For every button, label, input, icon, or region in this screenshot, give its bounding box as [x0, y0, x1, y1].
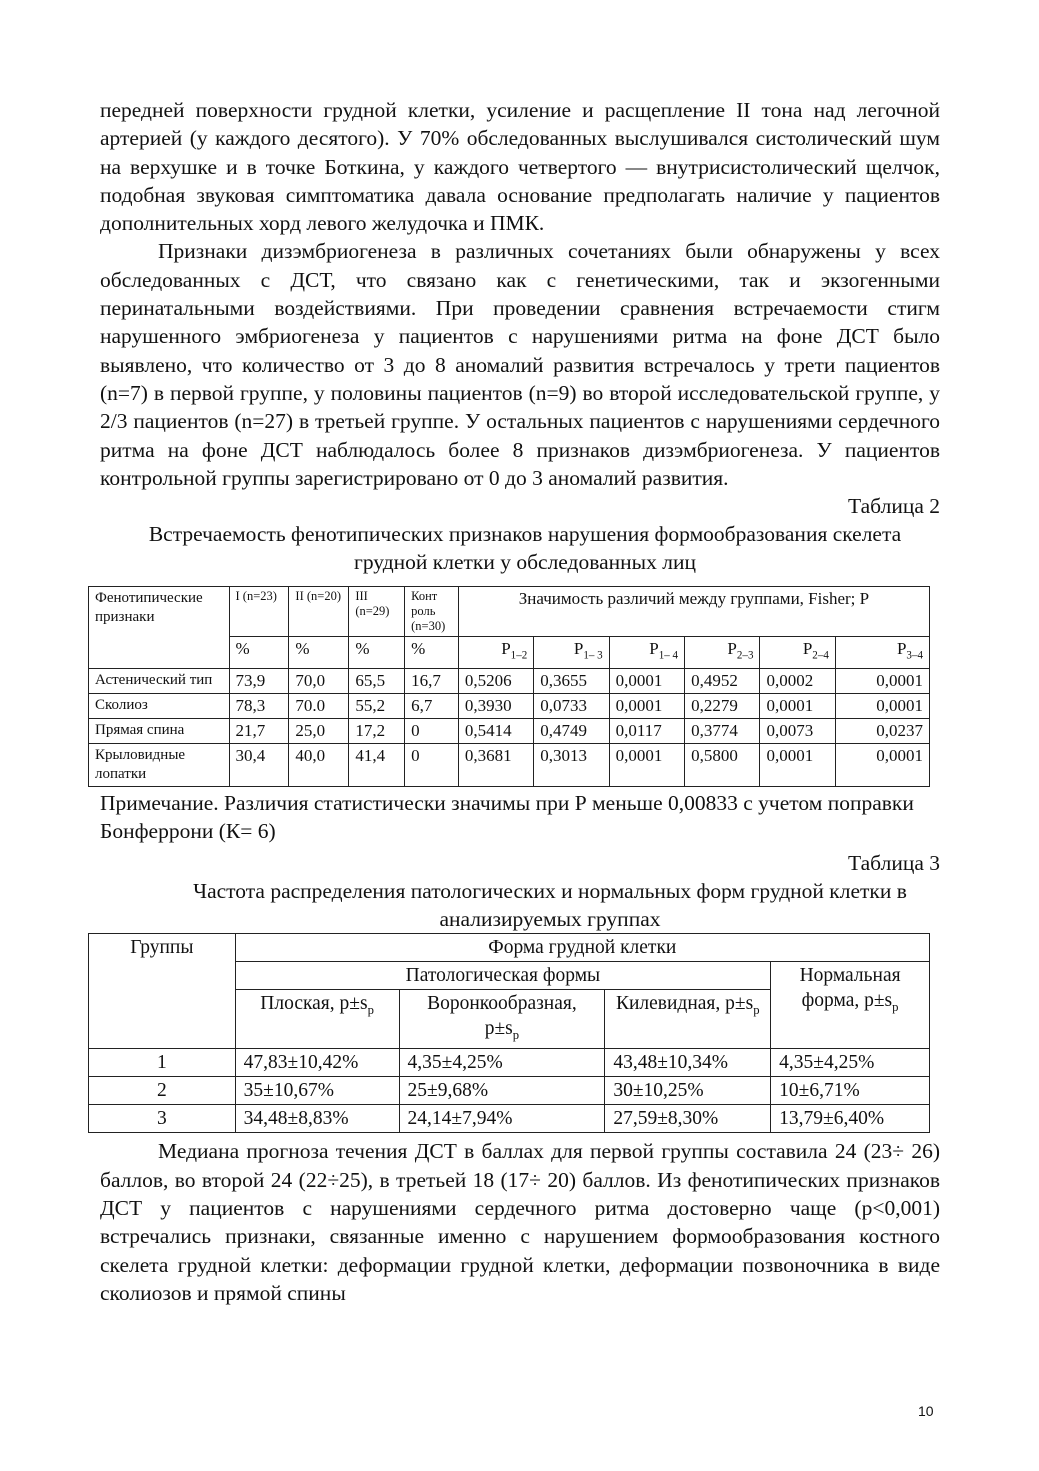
document-page — [95, 96, 940, 1307]
t2-feature-cell: Сколиоз — [89, 693, 230, 718]
paragraph-3: Медиана прогноза течения ДСТ в баллах для первой группы составила 24 (23÷ 26) баллов, во второй 24 (22÷25), в третьей 18 (17÷ 20) баллов. Из фенотипических признаков ДСТ у пациентов с нарушениями сердечного ритма достоверно чаще (р<0,001) встречались признаки, связанные именно с нарушением формообразования костного скелета грудной клетки: деформации грудной клетки, деформации позвоночника в виде сколиозов и прямой спины — [100, 1139, 940, 1305]
t3-value-cell: 30±10,25% — [605, 1077, 771, 1105]
t2-p-cell: 0,0001 — [835, 743, 929, 786]
t2-value-cell: 0 — [405, 718, 459, 743]
table2 — [88, 586, 930, 786]
t2-subheader-p: $P_{1- 4}$ — [609, 637, 684, 668]
t3-row — [89, 1077, 930, 1105]
t2-p-cell: 0,0001 — [609, 743, 684, 786]
table2-note: Примечание. Различия статистически значимы при Р меньше 0,00833 с учетом поправки Бонферрони (К= 6) — [100, 790, 914, 843]
t2-subheader-p: $P_{1- 3}$ — [534, 637, 609, 668]
t2-p-cell: 0,0002 — [760, 668, 835, 693]
t2-row — [89, 668, 930, 693]
t2-p-cell: 0,4952 — [685, 668, 760, 693]
t2-row — [89, 718, 930, 743]
table2-title: Встречаемость фенотипических признаков нарушения формообразования скелета грудной клетки у обследованных лиц — [148, 522, 902, 575]
t2-p-cell: 0,0117 — [609, 718, 684, 743]
t2-header-g2: II (n=20) — [289, 587, 349, 637]
t2-subheader-p: $P_{3-4}$ — [835, 637, 929, 668]
t2-p-cell: 0,3681 — [458, 743, 533, 786]
t3-group-cell: 2 — [89, 1077, 236, 1105]
t3-value-cell: 4,35±4,25% — [399, 1049, 605, 1077]
t2-value-cell: 78,3 — [229, 693, 289, 718]
table3-title: Частота распределения патологических и нормальных форм грудной клетки в анализируемых группах — [193, 878, 907, 931]
t2-p-cell: 0,0001 — [609, 693, 684, 718]
t3-value-cell: 27,59±8,30% — [605, 1105, 771, 1133]
t2-subheader-pct: % — [349, 637, 405, 668]
t2-value-cell: 17,2 — [349, 718, 405, 743]
t2-feature-cell: Прямая спина — [89, 718, 230, 743]
t2-p-cell: 0,0073 — [760, 718, 835, 743]
t2-value-cell: 70.0 — [289, 693, 349, 718]
table3-label: Таблица 3 — [848, 850, 940, 875]
t2-value-cell: 70,0 — [289, 668, 349, 693]
t2-feature-cell: Астенический тип — [89, 668, 230, 693]
t2-value-cell: 21,7 — [229, 718, 289, 743]
t2-p-cell: 0,0001 — [835, 668, 929, 693]
t3-value-cell: 25±9,68% — [399, 1077, 605, 1105]
t2-p-cell: 0,0001 — [835, 693, 929, 718]
t2-value-cell: 6,7 — [405, 693, 459, 718]
t2-value-cell: 0 — [405, 743, 459, 786]
t2-subheader-pct: % — [405, 637, 459, 668]
t2-header-feature: Фенотипические признаки — [89, 587, 230, 668]
paragraph-2: Признаки дизэмбриогенеза в различных сочетаниях были обнаружены у всех обследованных с ДСТ, что связано как с генетическими, так и экзогенными перинатальными воздействиями. При проведении сравнения встречаемости стигм нарушенного эмбриогенеза у пациентов с нарушениями ритма на фоне ДСТ было выявлено, что количество от 3 до 8 аномалий развития встречалось у трети пациентов (n=7) в первой группе, у половины пациентов (n=9) во второй исследовательской группе, у 2/3 пациентов (n=27) в третьей группе. У остальных пациентов с нарушениями сердечного ритма на фоне ДСТ наблюдалось более 8 признаков дизэмбриогенеза. У пациентов контрольной группы зарегистрировано от 0 до 3 аномалий развития. — [100, 239, 940, 490]
t2-p-cell: 0,0237 — [835, 718, 929, 743]
page-number: 10 — [918, 1403, 934, 1419]
t3-value-cell: 10±6,71% — [771, 1077, 930, 1105]
t2-value-cell: 40,0 — [289, 743, 349, 786]
t2-value-cell: 41,4 — [349, 743, 405, 786]
t2-p-cell: 0,5414 — [458, 718, 533, 743]
t3-group-cell: 1 — [89, 1049, 236, 1077]
paragraph-1: передней поверхности грудной клетки, усиление и расщепление II тона над легочной артерией (у каждого десятого). У 70% обследованных выслушивался систолический шум на верхушке и в точке Боткина, у каждого четвертого — внутрисистолический щелчок, подобная звуковая симптоматика давала основание предполагать наличие у пациентов дополнительных хорд левого желудочка и ПМК. — [100, 98, 940, 236]
t2-header-ctrl: Конт роль (n=30) — [405, 587, 459, 637]
t2-value-cell: 30,4 — [229, 743, 289, 786]
t2-p-cell: 0,0733 — [534, 693, 609, 718]
t2-row — [89, 743, 930, 786]
table2-label: Таблица 2 — [848, 494, 940, 519]
t2-p-cell: 0,3013 — [534, 743, 609, 786]
t3-header-groups: Группы — [89, 933, 236, 1049]
t2-value-cell: 25,0 — [289, 718, 349, 743]
t2-p-cell: 0,0001 — [760, 743, 835, 786]
t3-header-normal: Нормальная форма, $p\pm s_p$ — [771, 961, 930, 1049]
t2-value-cell: 65,5 — [349, 668, 405, 693]
table3 — [88, 933, 930, 1134]
t2-row — [89, 693, 930, 718]
t2-p-cell: 0,0001 — [760, 693, 835, 718]
t2-header-g3: III (n=29) — [349, 587, 405, 637]
t3-value-cell: 24,14±7,94% — [399, 1105, 605, 1133]
t3-value-cell: 34,48±8,83% — [235, 1105, 399, 1133]
t2-subheader-p: $P_{2-3}$ — [685, 637, 760, 668]
t2-subheader-p: $P_{1-2}$ — [458, 637, 533, 668]
t3-header-funnel: Воронкообразная, $p\pm s_p$ — [399, 989, 605, 1049]
t3-header-patho: Патологическая формы — [235, 961, 770, 989]
t2-header-g1: I (n=23) — [229, 587, 289, 637]
t2-value-cell: 73,9 — [229, 668, 289, 693]
t3-value-cell: 13,79±6,40% — [771, 1105, 930, 1133]
t2-p-cell: 0,3774 — [685, 718, 760, 743]
t3-row — [89, 1049, 930, 1077]
t2-value-cell: 55,2 — [349, 693, 405, 718]
t3-value-cell: 43,48±10,34% — [605, 1049, 771, 1077]
t2-feature-cell: Крыловидные лопатки — [89, 743, 230, 786]
t3-value-cell: 35±10,67% — [235, 1077, 399, 1105]
t2-value-cell: 16,7 — [405, 668, 459, 693]
t3-header-form: Форма грудной клетки — [235, 933, 929, 961]
t2-p-cell: 0,5800 — [685, 743, 760, 786]
t3-group-cell: 3 — [89, 1105, 236, 1133]
t2-p-cell: 0,3930 — [458, 693, 533, 718]
t3-value-cell: 47,83±10,42% — [235, 1049, 399, 1077]
t3-row — [89, 1105, 930, 1133]
t3-header-flat: Плоская, $p\pm s_p$ — [235, 989, 399, 1049]
t2-p-cell: 0,3655 — [534, 668, 609, 693]
t2-header-significance: Значимость различий между группами, Fisher; P — [458, 587, 929, 637]
t3-header-keel: Килевидная, $p\pm s_p$ — [605, 989, 771, 1049]
t2-p-cell: 0,5206 — [458, 668, 533, 693]
t3-value-cell: 4,35±4,25% — [771, 1049, 930, 1077]
t2-p-cell: 0,4749 — [534, 718, 609, 743]
t2-p-cell: 0,0001 — [609, 668, 684, 693]
t2-p-cell: 0,2279 — [685, 693, 760, 718]
t2-subheader-p: $P_{2-4}$ — [760, 637, 835, 668]
t2-subheader-pct: % — [229, 637, 289, 668]
t2-subheader-pct: % — [289, 637, 349, 668]
